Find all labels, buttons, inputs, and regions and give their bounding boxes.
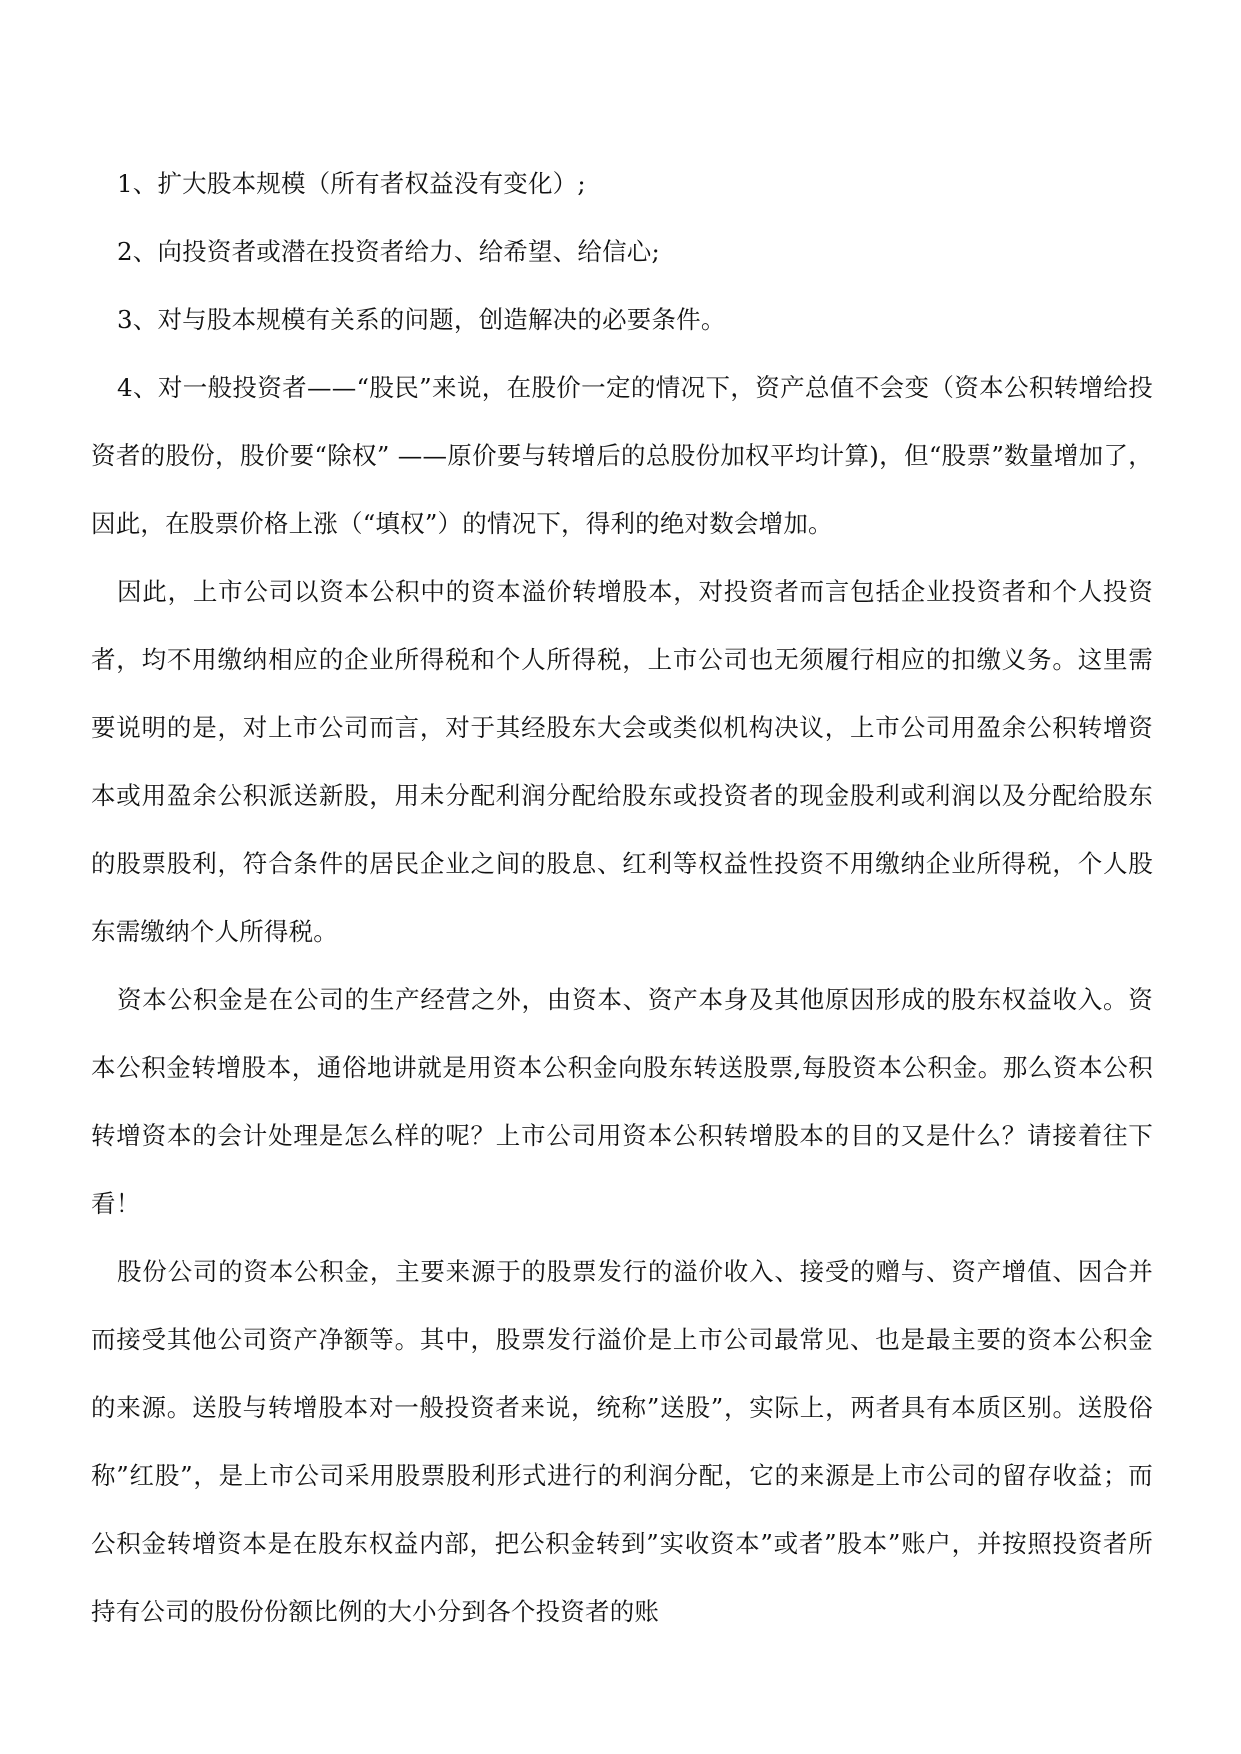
list-item-1: 1、扩大股本规模（所有者权益没有变化）; bbox=[117, 169, 586, 198]
paragraph-capital-reserve-definition: 资本公积金是在公司的生产经营之外，由资本、资产本身及其他原因形成的股东权益收入。资本公积金转增股本，通俗地讲就是用资本公积金向股东转送股票,每股资本公积金。那么资本公积转增资本的会计处理是怎么样的呢？上市公司用资本公积转增股本的目的又是什么？请接着往下看！ bbox=[91, 985, 1153, 1218]
list-item-2: 2、向投资者或潜在投资者给力、给希望、给信心; bbox=[117, 237, 660, 266]
paragraph-capital-reserve-sources: 股份公司的资本公积金，主要来源于的股票发行的溢价收入、接受的赠与、资产增值、因合并而接受其他公司资产净额等。其中，股票发行溢价是上市公司最常见、也是最主要的资本公积金的来源。送股与转增股本对一般投资者来说，统称”送股”，实际上，两者具有本质区别。送股俗称”红股”，是上市公司采用股票股利形式进行的利润分配，它的来源是上市公司的留存收益；而公积金转增资本是在股东权益内部，把公积金转到”实收资本”或者”股本”账户，并按照投资者所持有公司的股份份额比例的大小分到各个投资者的账 bbox=[91, 1257, 1153, 1626]
paragraph-tax-treatment: 因此，上市公司以资本公积中的资本溢价转增股本，对投资者而言包括企业投资者和个人投资者，均不用缴纳相应的企业所得税和个人所得税，上市公司也无须履行相应的扣缴义务。这里需要说明的是，对上市公司而言，对于其经股东大会或类似机构决议，上市公司用盈余公积转增资本或用盈余公积派送新股，用未分配利润分配给股东或投资者的现金股利或利润以及分配给股东的股票股利，符合条件的居民企业之间的股息、红利等权益性投资不用缴纳企业所得税，个人股东需缴纳个人所得税。 bbox=[91, 577, 1153, 946]
list-item-4: 4、对一般投资者——“股民”来说，在股价一定的情况下，资产总值不会变（资本公积转增给投资者的股份，股价要“除权” ——原价要与转增后的总股份加权平均计算)，但“股票”数量增加了，因此，在股票价格上涨（“填权”）的情况下，得利的绝对数会增加。 bbox=[91, 373, 1153, 538]
document-page bbox=[91, 150, 1153, 1646]
list-item-3: 3、对与股本规模有关系的问题，创造解决的必要条件。 bbox=[117, 305, 726, 334]
